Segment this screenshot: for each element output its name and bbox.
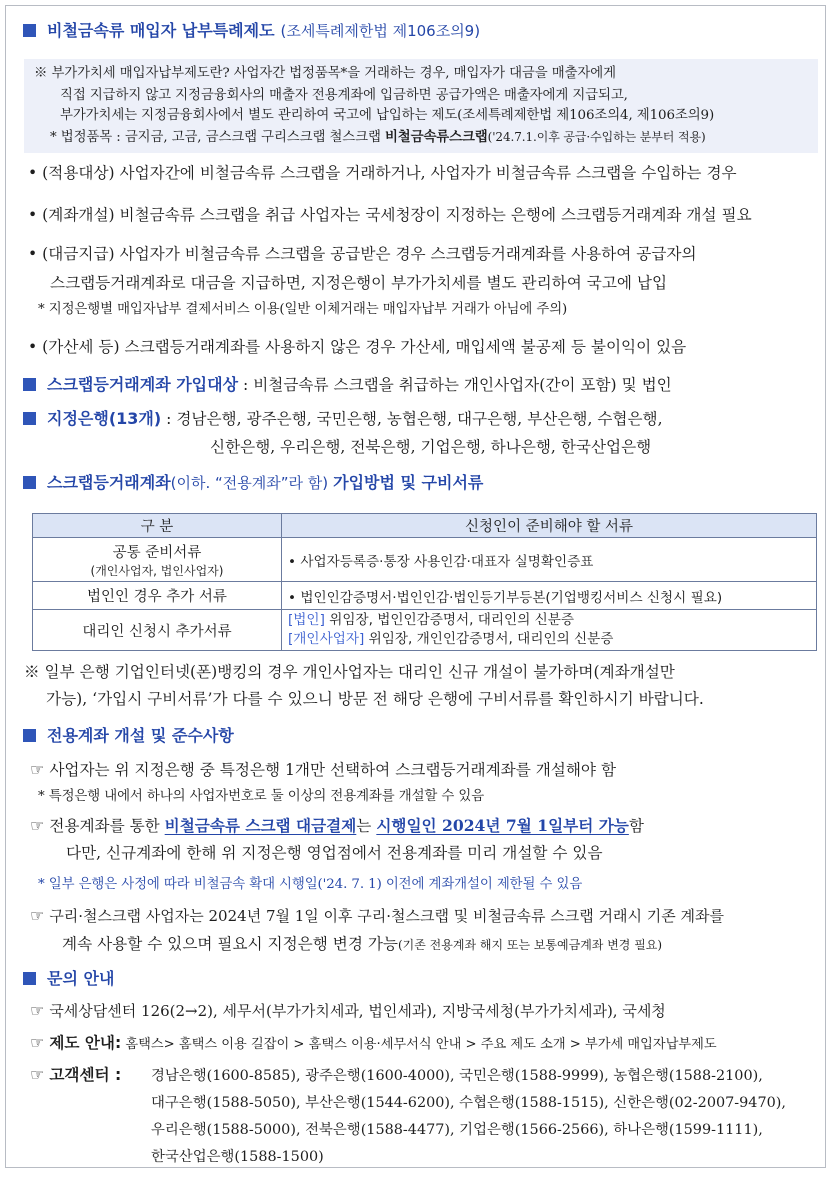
contact-call-center — [30, 1001, 666, 1021]
account-item-text-mid: 는 — [356, 817, 377, 835]
section-title-tail: 가입방법 및 구비서류 — [333, 473, 484, 492]
account-item-1 — [30, 760, 616, 780]
account-item-3 — [30, 906, 724, 926]
highlight-effective-date: 시행일인 2024년 7월 1일부터 가능 — [376, 816, 629, 835]
agent-docs-corporate — [288, 611, 810, 630]
table-row — [33, 582, 817, 610]
banks-line-2: 신한은행, 우리은행, 전북은행, 기업은행, 하나은행, 한국산업은행 — [210, 438, 652, 456]
square-bullet-icon — [23, 412, 36, 425]
contact-path-text: 홈택스> 홈택스 이용 길잡이 > 홈택스 이용·세무서식 안내 > 주요 제도 소개 > 부가세 매입자납부제도 — [121, 1037, 717, 1052]
bullet-text: (계좌개설) 비철금속류 스크랩을 취급 사업자는 국세청장이 지정하는 은행에 스크랩등거래계좌 개설 필요 — [42, 206, 752, 224]
required-documents-table — [32, 513, 817, 651]
bullet-payment-line-2: 스크랩등거래계좌로 대금을 지급하면, 지정은행이 부가가치세를 별도 관리하여 국고에 납입 — [50, 274, 668, 292]
row-docs-corporate: • 법인인감증명서·법인인감·법인등기부등본(기업뱅킹서비스 신청시 필요) — [282, 582, 817, 610]
statutory-items-date: ('24.7.1.이후 공급·수입하는 분부터 적용) — [487, 130, 706, 144]
table-header-row — [33, 514, 817, 538]
law-reference: (조세특례제한법 제106조의9) — [280, 22, 481, 40]
square-bullet-icon — [23, 476, 36, 489]
tag-individual: [개인사업자] — [288, 631, 365, 647]
section-title: 지정은행(13개) — [47, 409, 162, 428]
bullet-payment — [28, 244, 697, 264]
account-item-text: 전용계좌를 통한 — [49, 817, 165, 835]
section-heading-account — [23, 726, 234, 746]
bullet-text: (가산세 등) 스크랩등거래계좌를 사용하지 않은 경우 가산세, 매입세액 불공제 등 불이익이 있음 — [42, 338, 687, 356]
section-heading-special-payment — [23, 21, 480, 41]
section-heading-banks — [23, 409, 663, 429]
agent-docs-text: 위임장, 개인인감증명서, 대리인의 신분증 — [364, 631, 614, 647]
account-item-2 — [30, 816, 644, 836]
square-bullet-icon — [23, 972, 36, 985]
bullet-dot: • — [28, 206, 38, 224]
contact-text: 국세상담센터 126(2→2), 세무서(부가가치세과, 법인세과), 지방국세청(부가가치세과), 국세청 — [49, 1002, 666, 1020]
pointing-hand-icon: ☞ — [30, 816, 45, 835]
bullet-text: (적용대상) 사업자간에 비철금속류 스크랩을 거래하거나, 사업자가 비철금속류 스크랩을 수입하는 경우 — [42, 164, 737, 182]
bullet-text: (대금지급) 사업자가 비철금속류 스크랩을 공급받은 경우 스크랩등거래계좌를 사용하여 공급자의 — [42, 245, 697, 263]
section-title: 스크랩등거래계좌 가입대상 — [47, 375, 239, 394]
row-label-corporate: 법인인 경우 추가 서류 — [33, 582, 282, 610]
banks-line-1: : 경남은행, 광주은행, 국민은행, 농협은행, 대구은행, 부산은행, 수협은행, — [166, 410, 663, 428]
section-title: 문의 안내 — [47, 969, 115, 988]
row-label-common — [33, 538, 282, 582]
section-heading-contact — [23, 969, 114, 989]
customer-center-line-4: 한국산업은행(1588-1500) — [151, 1149, 324, 1165]
contact-system-guide — [30, 1033, 717, 1055]
bullet-applicable — [28, 163, 737, 183]
pointing-hand-icon: ☞ — [30, 906, 45, 925]
section-title-note: (이하. “전용계좌”라 함) — [170, 474, 329, 492]
bullet-penalty — [28, 337, 686, 357]
warning-line-1: ※ 일부 은행 기업인터넷(폰)뱅킹의 경우 개인사업자는 대리인 신규 개설이 불가하며(계좌개설만 — [24, 663, 675, 681]
pointing-hand-icon: ☞ — [30, 1065, 45, 1084]
bullet-dot: • — [28, 245, 38, 263]
column-header-documents: 신청인이 준비해야 할 서류 — [282, 514, 817, 538]
bullet-account-opening — [28, 205, 752, 225]
agent-docs-text: 위임장, 법인인감증명서, 대리인의 신분증 — [324, 612, 575, 628]
column-header-category: 구 분 — [33, 514, 282, 538]
statutory-items-text: * 법정품목 : 금지금, 고금, 금스크랩 구리스크랩 철스크랩 — [50, 130, 385, 145]
statutory-items-note — [50, 127, 706, 148]
section-title: 전용계좌 개설 및 준수사항 — [47, 726, 234, 745]
section-title: 스크랩등거래계좌 — [47, 473, 171, 492]
notice-page — [5, 5, 826, 1168]
account-item-1-note: * 특정은행 내에서 하나의 사업자번호로 둘 이상의 전용계좌를 개설할 수 있음 — [38, 789, 485, 804]
account-item-text-end: 함 — [628, 817, 644, 835]
square-bullet-icon — [23, 729, 36, 742]
pointing-hand-icon: ☞ — [30, 760, 45, 779]
row-label: 공통 준비서류 — [112, 544, 202, 561]
account-item-2-note: * 일부 은행은 사정에 따라 비철금속 확대 시행일('24. 7. 1) 이전에 계좌개설이 제한될 수 있음 — [38, 877, 583, 892]
pointing-hand-icon: ☞ — [30, 1033, 45, 1052]
account-item-2-line-2: 다만, 신규계좌에 한해 위 지정은행 영업점에서 전용계좌를 미리 개설할 수 있음 — [66, 844, 603, 862]
highlight-settlement: 비철금속류 스크랩 대금결제 — [164, 816, 357, 835]
row-label-agent: 대리인 신청시 추가서류 — [33, 610, 282, 651]
contact-customer-center — [30, 1065, 121, 1085]
note-line-1: ※ 부가가치세 매입자납부제도란? 사업자간 법정품목*을 거래하는 경우, 매입자가 대금을 매출자에게 — [34, 66, 616, 81]
section-title: 비철금속류 매입자 납부특례제도 — [47, 21, 275, 40]
subscribers-text: : 비철금속류 스크랩을 취급하는 개인사업자(간이 포함) 및 법인 — [243, 376, 672, 394]
pointing-hand-icon: ☞ — [30, 1001, 45, 1020]
row-sublabel: (개인사업자, 법인사업자) — [90, 563, 224, 578]
statutory-items-bold: 비철금속류스크랩 — [384, 129, 488, 145]
customer-center-line-2: 대구은행(1588-5050), 부산은행(1544-6200), 수협은행(1588-1515), 신한은행(02-2007-9470), — [151, 1095, 786, 1111]
bullet-dot: • — [28, 164, 38, 182]
square-bullet-icon — [23, 24, 36, 37]
contact-label: 고객센터 : — [49, 1066, 122, 1084]
payment-note: * 지정은행별 매입자납부 결제서비스 이용(일반 이체거래는 매입자납부 거래가 아님에 주의) — [38, 302, 568, 317]
account-item-text-small: (기존 전용계좌 해지 또는 보통예금계좌 변경 필요) — [397, 938, 663, 952]
account-item-text: 구리·철스크랩 사업자는 2024년 7월 1일 이후 구리·철스크랩 및 비철금속류 스크랩 거래시 기존 계좌를 — [49, 907, 724, 925]
table-row — [33, 538, 817, 582]
bullet-dot: • — [28, 338, 38, 356]
contact-label: 제도 안내: — [49, 1034, 122, 1052]
account-item-text: 계속 사용할 수 있으며 필요시 지정은행 변경 가능 — [62, 935, 398, 953]
note-line-3: 부가가치세는 지정금융회사에서 별도 관리하여 국고에 납입하는 제도(조세특례제한법 제106조의4, 제106조의9) — [60, 108, 715, 123]
customer-center-line-3: 우리은행(1588-5000), 전북은행(1588-4477), 기업은행(1566-2566), 하나은행(1599-1111), — [151, 1122, 763, 1138]
agent-docs-individual — [288, 630, 810, 649]
account-item-text: 사업자는 위 지정은행 중 특정은행 1개만 선택하여 스크랩등거래계좌를 개설해야 함 — [49, 761, 617, 779]
section-heading-subscribers — [23, 375, 672, 395]
customer-center-line-1: 경남은행(1600-8585), 광주은행(1600-4000), 국민은행(1588-9999), 농협은행(1588-2100), — [151, 1068, 763, 1084]
account-item-3-line-2 — [62, 934, 662, 955]
tag-corporate: [법인] — [288, 612, 325, 628]
warning-line-2: 가능), ‘가입시 구비서류’가 다를 수 있으니 방문 전 해당 은행에 구비서류를 확인하시기 바랍니다. — [46, 690, 704, 708]
table-row — [33, 610, 817, 651]
row-docs-agent — [282, 610, 817, 651]
square-bullet-icon — [23, 378, 36, 391]
note-line-2: 직접 지급하지 않고 지정금융회사의 매출자 전용계좌에 입금하면 공급가액은 매출자에게 지급되고, — [60, 88, 628, 103]
section-heading-method — [23, 473, 483, 493]
row-docs-common: • 사업자등록증·통장 사용인감·대표자 실명확인증표 — [282, 538, 817, 582]
